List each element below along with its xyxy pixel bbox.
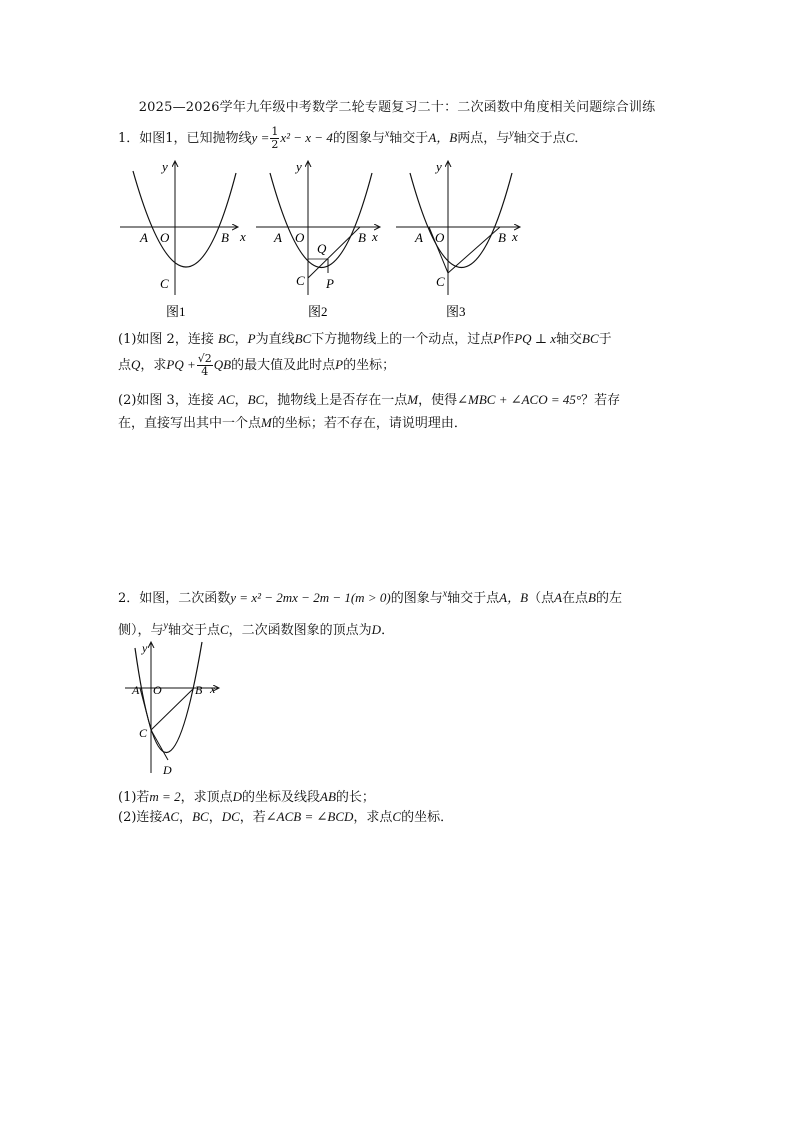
q2fig-label-a: A: [132, 683, 140, 697]
q2-stem-line1: [118, 587, 622, 606]
q2fig-label-x: x: [210, 682, 216, 696]
q1p2-text-a: (2)如图 3，连接: [118, 393, 214, 408]
q1p1-text-d: 下方抛物线上的一个动点，过点: [311, 332, 494, 347]
q2-stem-a: 2．如图，二次函数: [118, 591, 231, 606]
fig2-label-a: A: [274, 230, 282, 245]
q1p1-text-b: ，: [234, 332, 248, 347]
fig1-parabola: [133, 171, 236, 267]
q1-point-c: C: [565, 130, 575, 145]
fig3-label-b: B: [498, 230, 506, 245]
q2p1-d: D: [232, 789, 242, 804]
q1-figures: [110, 155, 530, 325]
q2p1-e: 的长；: [335, 790, 375, 805]
q2-stem-f: 的左: [596, 591, 623, 606]
q2fig-label-o: O: [153, 683, 162, 697]
q2-equation: y = x² − 2mx − 2m − 1(m > 0): [230, 590, 391, 605]
q1p1-expr1: PQ +: [166, 357, 196, 372]
fig1-label-o: O: [160, 230, 170, 245]
q1-stem: [118, 126, 587, 151]
q2-l2-c: ，二次函数图象的顶点为: [228, 623, 372, 638]
q2-axis-x: x: [442, 588, 448, 600]
q2p2-b: ，若: [239, 810, 266, 825]
q1-points: A，B: [428, 130, 458, 145]
q2-stem-d: （点: [528, 591, 555, 606]
q1p1-frac-den: 4: [201, 365, 209, 378]
q2p2-angle: ∠ACB = ∠BCD: [265, 809, 354, 824]
q1p1-text-c: 为直线: [255, 332, 295, 347]
q1p1-l2-a: 点: [118, 358, 132, 373]
q1p1-l2-b: ，求: [140, 358, 167, 373]
fig2-label-q: Q: [317, 241, 327, 256]
q1-period: ．: [574, 131, 588, 146]
figure-1: [120, 159, 246, 319]
fig1-label-x: x: [240, 229, 246, 244]
q1-stem-mid3: 两点，与: [457, 131, 510, 146]
q1-stem-mid: 的图象与: [332, 131, 385, 146]
fig2-line-bc: [308, 227, 360, 278]
q1p1-bc3: BC: [582, 331, 599, 346]
q2-l2-d: ．: [381, 623, 395, 638]
fig1-label-y: y: [162, 159, 168, 174]
q1p1-q: Q: [131, 357, 141, 372]
q2p2-a: (2)连接: [118, 810, 163, 825]
q1p1-p3: P: [335, 357, 344, 372]
q2p2-d: 的坐标．: [401, 810, 454, 825]
q1p1-pq: PQ ⊥ x: [514, 331, 557, 346]
q1p1-p2: P: [493, 331, 502, 346]
fig2-label-y: y: [296, 159, 302, 174]
q1p2-text-d: ？若存: [581, 393, 621, 408]
q1-stem-mid2: 轴交于: [389, 131, 429, 146]
q1p1-bc2: BC: [294, 331, 312, 346]
fig3-line-bc: [448, 227, 500, 273]
q2fig-line-ac: [140, 688, 151, 730]
q2p2-sep1: ，: [179, 810, 193, 825]
q2-pd: D: [371, 622, 382, 637]
q2p1-ab: AB: [320, 789, 336, 804]
q2p1-c: 的坐标及线段: [242, 790, 321, 805]
fig3-label-a: A: [415, 230, 423, 245]
q1p1-frac-num: √2: [197, 352, 212, 365]
q1-fraction: [270, 126, 279, 151]
q1p2-angle: ∠MBC + ∠ACO = 45°: [457, 392, 582, 407]
q1p1-bc: BC: [217, 331, 235, 346]
q2p2-bc: BC: [192, 809, 209, 824]
q2fig-label-y: y: [142, 641, 148, 655]
fig2-label-c: C: [296, 273, 305, 288]
fig3-label-c: C: [436, 274, 445, 289]
fig1-label-c: C: [160, 276, 169, 291]
q2-stem-e: 在点: [562, 591, 589, 606]
fig2-caption: 图2: [308, 304, 328, 319]
q1-eq-lhs: y =: [251, 130, 270, 145]
fig3-label-x: x: [512, 229, 518, 244]
q1-stem-end: 轴交于点: [513, 131, 566, 146]
q2-part1: [118, 786, 375, 805]
q2p2-c: ，求点: [353, 810, 393, 825]
q2p1-b: ，求顶点: [180, 790, 233, 805]
q2-pb: B: [588, 590, 596, 605]
q1p2-l2-a: 在，直接写出其中一个点: [118, 416, 262, 431]
q1-part2-line1: [118, 389, 620, 408]
q1p1-l2-d: 的坐标；: [343, 358, 396, 373]
q1-eq-rhs: x² − x − 4: [280, 130, 333, 145]
q1p2-bc: BC: [247, 392, 265, 407]
q2-pc: C: [219, 622, 229, 637]
q2fig-label-b: B: [195, 683, 203, 697]
q1p1-text-f: 轴交: [556, 332, 583, 347]
q1-axis-y: y: [509, 128, 514, 140]
q2-points-ab: A，B: [499, 590, 529, 605]
fig1-label-a: A: [140, 230, 148, 245]
q2-l2-a: 侧），与: [118, 623, 164, 638]
q2p2-dc: DC: [221, 809, 240, 824]
fig3-label-o: O: [435, 230, 445, 245]
page-title: 2025—2026学年九年级中考数学二轮专题复习二十：二次函数中角度相关问题综合训练: [138, 100, 656, 115]
q1-part1-line2: [118, 353, 395, 378]
q1p1-p: P: [247, 331, 256, 346]
q1-frac-num: 1: [271, 125, 279, 138]
q1p2-text-b: ，抛物线上是否存在一点: [264, 393, 408, 408]
q1-part2-line2: [118, 412, 467, 431]
q2p2-cpt: C: [392, 809, 402, 824]
figure-2: [256, 159, 380, 319]
fig1-label-b: B: [221, 230, 229, 245]
q2-stem-line2: [118, 619, 394, 638]
q1p1-fraction: [197, 353, 213, 378]
q1p2-m2: M: [261, 415, 272, 430]
q2-axis-y: y: [163, 620, 168, 632]
figure-3: [396, 159, 520, 319]
fig2-label-o: O: [295, 230, 305, 245]
q1p2-text-c: ，使得: [418, 393, 458, 408]
q1p2-m: M: [407, 392, 419, 407]
q1-stem-prefix: 1．如图1，已知抛物线: [118, 131, 252, 146]
q2p1-a: (1)若: [118, 790, 150, 805]
q2-figure: [115, 638, 225, 780]
q2p2-ac: AC: [162, 809, 180, 824]
fig3-parabola: [410, 173, 512, 268]
q2-stem-c: 轴交于点: [447, 591, 500, 606]
q1p2-sep: ，: [234, 393, 248, 408]
q2-part2: [118, 806, 453, 825]
q2-pa: A: [554, 590, 563, 605]
q1p1-expr2: QB: [213, 357, 232, 372]
q2p1-m: m = 2: [149, 789, 181, 804]
q1-part1-line1: [118, 328, 612, 347]
fig2-label-b: B: [358, 230, 366, 245]
q1p1-text-a: (1)如图 2，连接: [118, 332, 214, 347]
q1-axis-x: x: [384, 128, 390, 140]
q2fig-label-d: D: [163, 763, 172, 777]
q2fig-line-dc: [151, 730, 168, 760]
q2-l2-b: 轴交于点: [167, 623, 220, 638]
q2p2-sep2: ，: [208, 810, 222, 825]
q1p2-l2-b: 的坐标；若不存在，请说明理由．: [271, 416, 467, 431]
q2fig-label-c: C: [139, 726, 148, 740]
fig1-caption: 图1: [166, 304, 186, 319]
q1p1-l2-c: 的最大值及此时点: [231, 358, 336, 373]
fig2-label-x: x: [372, 229, 378, 244]
fig3-label-y: y: [436, 159, 442, 174]
fig3-caption: 图3: [446, 304, 466, 319]
fig2-label-p: P: [326, 276, 334, 291]
q1p2-ac: AC: [217, 392, 235, 407]
q1p1-text-e: 作: [501, 332, 515, 347]
q1-frac-den: 2: [271, 138, 279, 151]
q1p1-text-g: 于: [598, 332, 612, 347]
q2-stem-b: 的图象与: [390, 591, 443, 606]
